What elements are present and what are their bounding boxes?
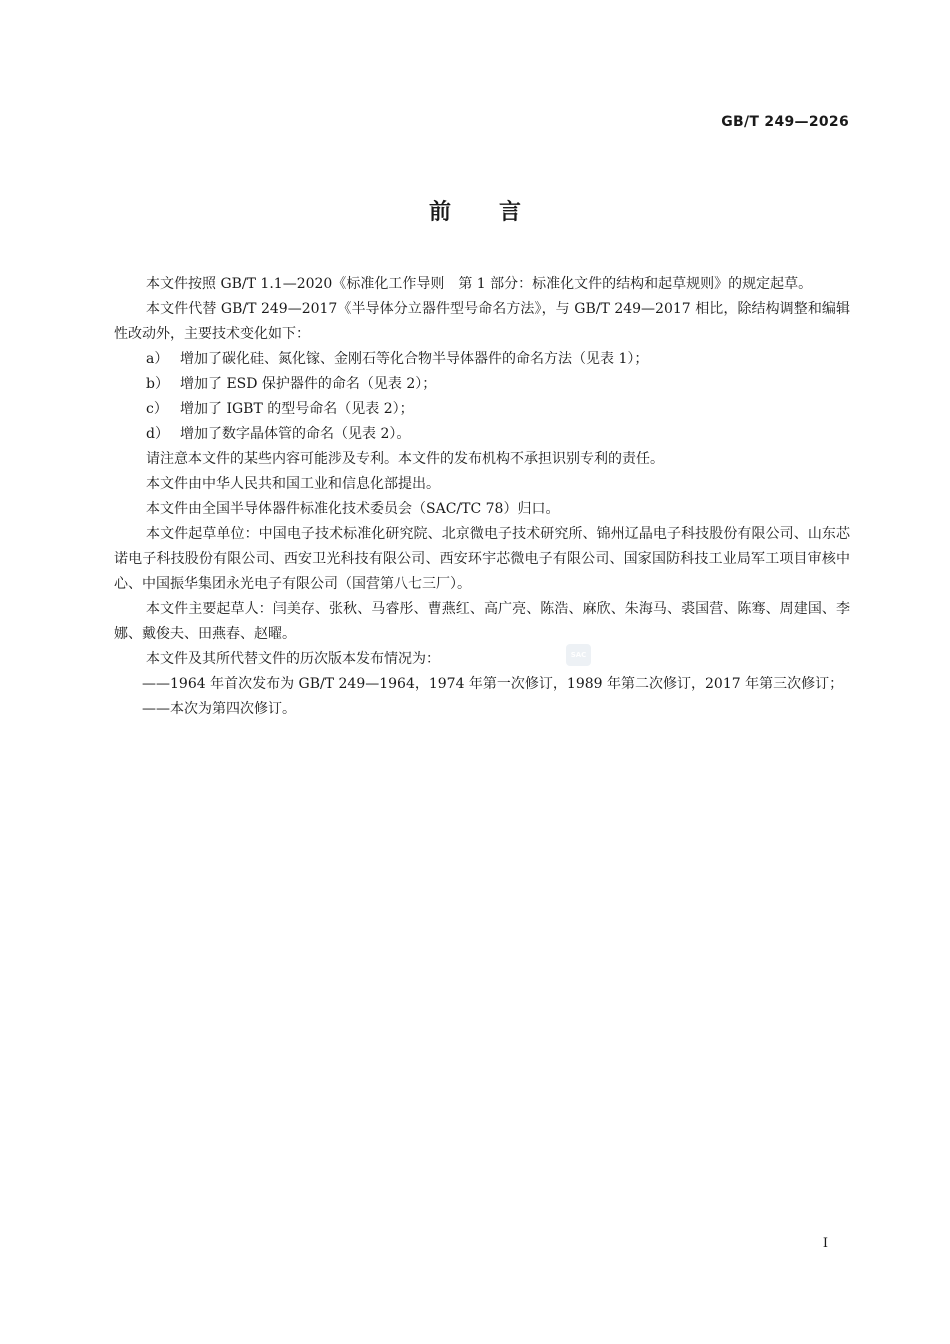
list-item-mark: b） — [146, 376, 169, 392]
paragraph-drafting-rules: 本文件按照 GB/T 1.1—2020《标准化工作导则 第 1 部分：标准化文件的结构和起草规则》的规定起草。 — [146, 276, 813, 292]
sac-watermark-logo: SAC — [566, 644, 591, 666]
list-item — [114, 372, 850, 397]
title-char-1: 前 — [428, 200, 451, 225]
list-item-text: 增加了 IGBT 的型号命名（见表 2）； — [180, 401, 414, 417]
list-item-mark: d） — [146, 426, 169, 442]
list-item-mark: c） — [146, 401, 168, 417]
paragraph-patent-notice: 请注意本文件的某些内容可能涉及专利。本文件的发布机构不承担识别专利的责任。 — [146, 451, 664, 467]
list-item-text: 增加了碳化硅、氮化镓、金刚石等化合物半导体器件的命名方法（见表 1）； — [180, 351, 649, 367]
paragraph-proposer: 本文件由中华人民共和国工业和信息化部提出。 — [146, 476, 440, 492]
history-item: ——本次为第四次修订。 — [142, 701, 296, 717]
list-item — [114, 422, 850, 447]
list-item-mark: a） — [146, 351, 169, 367]
paragraph-drafting-units: 本文件起草单位：中国电子技术标准化研究院、北京微电子技术研究所、锦州辽晶电子科技股份有限公司、山东芯诺电子科技股份有限公司、西安卫光科技有限公司、西安环宇芯微电子有限公司、国家国防科技工业局军工项目审核中心、中国振华集团永光电子有限公司（国营第八七三厂）。 — [114, 526, 850, 592]
paragraph-replacement: 本文件代替 GB/T 249—2017《半导体分立器件型号命名方法》，与 GB/T 249—2017 相比，除结构调整和编辑性改动外，主要技术变化如下： — [114, 301, 850, 342]
page-number: I — [822, 1236, 828, 1251]
standard-code: GB/T 249—2026 — [721, 114, 849, 130]
paragraph-drafters: 本文件主要起草人：闫美存、张秋、马睿彤、曹燕红、高广亮、陈浩、麻欣、朱海马、裘国营、陈骞、周建国、李娜、戴俊夫、田燕春、赵曜。 — [114, 601, 850, 642]
paragraph-committee: 本文件由全国半导体器件标准化技术委员会（SAC/TC 78）归口。 — [146, 501, 560, 517]
paragraph-history-intro: 本文件及其所代替文件的历次版本发布情况为： — [146, 651, 440, 667]
list-item-text: 增加了数字晶体管的命名（见表 2）。 — [180, 426, 411, 442]
foreword-body — [114, 272, 850, 722]
history-item: ——1964 年首次发布为 GB/T 249—1964，1974 年第一次修订，1989 年第二次修订，2017 年第三次修订； — [142, 676, 844, 692]
list-item — [114, 397, 850, 422]
page-title — [0, 195, 950, 226]
list-item-text: 增加了 ESD 保护器件的命名（见表 2）； — [180, 376, 437, 392]
list-item — [114, 347, 850, 372]
title-char-2: 言 — [499, 200, 522, 225]
